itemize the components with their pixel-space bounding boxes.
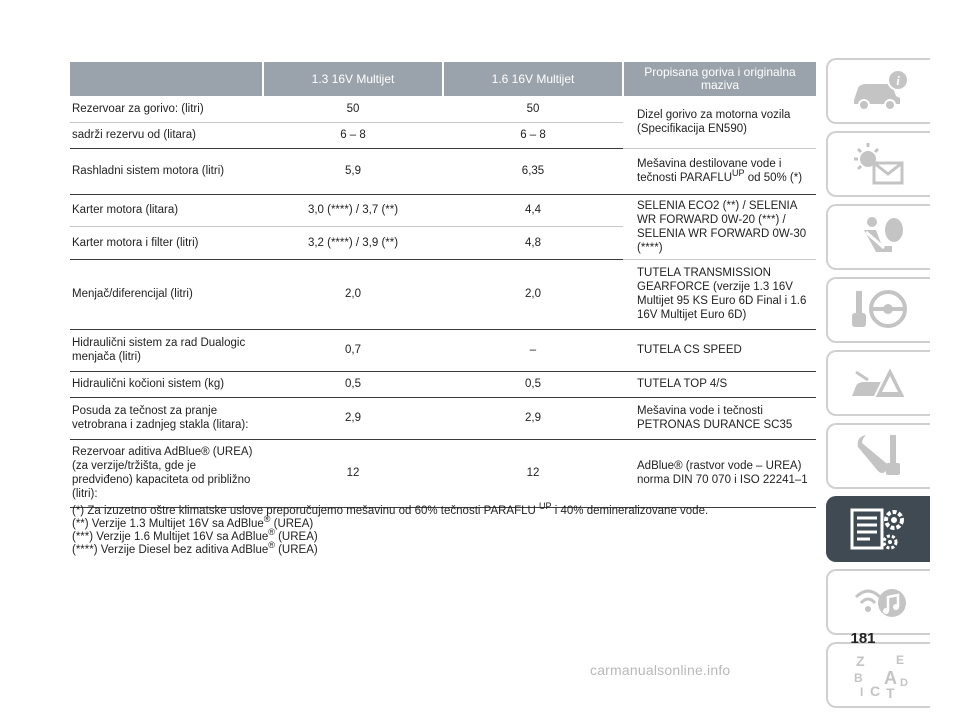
footnote-text: (**) Verzije 1.3 Multijet 16V sa AdBlue xyxy=(72,518,264,530)
nav-tab-warning-lights[interactable] xyxy=(826,131,930,197)
header-empty xyxy=(70,62,263,96)
registered-mark: ® xyxy=(268,527,275,538)
nav-tab-maintenance[interactable] xyxy=(826,423,930,489)
table-row xyxy=(70,96,816,122)
warning-lights-icon xyxy=(846,139,912,189)
footnote-superscript: UP xyxy=(539,501,552,512)
fluid-superscript: UP xyxy=(732,168,745,179)
row-label: Rezervoar aditiva AdBlue® (UREA) (za verzije/tržišta, gde je predviđeno) kapaciteta od približno (litri): xyxy=(70,439,263,507)
cell-value: 50 xyxy=(443,96,623,122)
table-row xyxy=(70,439,816,507)
cell-value: 6,35 xyxy=(443,148,623,194)
nav-tab-breakdown[interactable] xyxy=(826,350,930,416)
chapter-nav xyxy=(826,58,930,715)
index-letter: A xyxy=(884,668,897,688)
footnote xyxy=(72,540,816,557)
registered-mark: ® xyxy=(268,540,275,551)
cell-value: 0,7 xyxy=(263,329,443,371)
multimedia-icon xyxy=(846,577,912,627)
cell-value: 2,0 xyxy=(263,259,443,329)
technical-data-icon xyxy=(846,504,912,554)
cell-fluid: TUTELA TRANSMISSION GEARFORCE (verzije 1.3 16V Multijet 95 KS Euro 6D Final i 1.6 16V Multijet Euro 6D) xyxy=(623,259,816,329)
fluid-text: Mešavina destilovane vode i tečnosti PARAFLU xyxy=(637,158,782,184)
table-row xyxy=(70,371,816,397)
cell-value: 4,8 xyxy=(443,227,623,260)
fluid-text: od 50% (*) xyxy=(747,172,803,184)
index-letter: C xyxy=(870,683,881,699)
table-row xyxy=(70,194,816,227)
row-label: Menjač/diferencijal (litri) xyxy=(70,259,263,329)
cell-value: 4,4 xyxy=(443,194,623,227)
index-letter: Z xyxy=(856,653,865,669)
cell-value: 2,9 xyxy=(263,397,443,439)
nav-tab-key-steering[interactable] xyxy=(826,277,930,343)
row-label: Karter motora (litara) xyxy=(70,194,263,227)
page-number: 181 xyxy=(850,630,876,647)
cell-value: 2,0 xyxy=(443,259,623,329)
index-letter: I xyxy=(860,685,864,699)
cell-value: 3,2 (****) / 3,9 (**) xyxy=(263,227,443,260)
nav-tab-safety[interactable] xyxy=(826,204,930,270)
table-row xyxy=(70,397,816,439)
row-label: Rezervoar za gorivo: (litri) xyxy=(70,96,263,122)
index-letter: D xyxy=(900,677,908,689)
footnote-text: i 40% demineralizovane vode. xyxy=(551,505,709,517)
cell-value: 6 – 8 xyxy=(263,122,443,148)
nav-tab-multimedia[interactable] xyxy=(826,569,930,635)
cell-fluid: AdBlue® (rastvor vode – UREA) norma DIN 70 070 i ISO 22241–1 xyxy=(623,439,816,507)
cell-value: 12 xyxy=(263,439,443,507)
cell-fluid: TUTELA TOP 4/S xyxy=(623,371,816,397)
capacities-table xyxy=(70,62,816,508)
row-label: Posuda za tečnost za pranje vetrobrana i zadnjeg stakla (litara): xyxy=(70,397,263,439)
index-letter: T xyxy=(886,685,895,700)
footnote-text: (UREA) xyxy=(274,544,318,556)
cell-fluid: Dizel gorivo za motorna vozila (Specifikacija EN590) xyxy=(623,96,816,148)
nav-tab-car-info[interactable] xyxy=(826,58,930,124)
svg-text:i: i xyxy=(896,73,900,88)
footnote xyxy=(72,514,816,531)
cell-value: 6 – 8 xyxy=(443,122,623,148)
row-label: Rashladni sistem motora (litri) xyxy=(70,148,263,194)
header-engine-1-3: 1.3 16V Multijet xyxy=(263,62,443,96)
footnote xyxy=(72,527,816,544)
index-icon xyxy=(846,650,912,700)
row-label: Karter motora i filter (litri) xyxy=(70,227,263,260)
row-label: sadrži rezervu od (litara) xyxy=(70,122,263,148)
maintenance-wrench-icon xyxy=(846,431,912,481)
table-header xyxy=(70,62,816,96)
footnote-text: (****) Verzije Diesel bez aditiva AdBlue xyxy=(72,544,269,556)
footnote-text: (***) Verzije 1.6 Multijet 16V sa AdBlue xyxy=(72,531,269,543)
cell-value: 5,9 xyxy=(263,148,443,194)
table-row xyxy=(70,148,816,194)
cell-value: 3,0 (****) / 3,7 (**) xyxy=(263,194,443,227)
breakdown-icon xyxy=(846,358,912,408)
footnote-text: (*) Za izuzetno oštre klimatske uslove preporučujemo mešavinu od 60% tečnosti PARAFLU xyxy=(72,505,536,517)
nav-tab-technical-data[interactable] xyxy=(826,496,930,562)
nav-tab-index[interactable] xyxy=(826,642,930,708)
cell-value: – xyxy=(443,329,623,371)
footnotes xyxy=(72,501,816,557)
cell-value: 2,9 xyxy=(443,397,623,439)
cell-fluid: SELENIA ECO2 (**) / SELENIA WR FORWARD 0W-20 (***) / SELENIA WR FORWARD 0W-30 (****) xyxy=(623,194,816,259)
header-engine-1-6: 1.6 16V Multijet xyxy=(443,62,623,96)
row-label: Hidraulični kočioni sistem (kg) xyxy=(70,371,263,397)
cell-value: 0,5 xyxy=(443,371,623,397)
footnote-text: (UREA) xyxy=(270,518,314,530)
row-label: Hidraulični sistem za rad Dualogic menjača (litri) xyxy=(70,329,263,371)
watermark: carmanualsonline.info xyxy=(590,662,731,678)
index-letter: B xyxy=(854,671,863,685)
safety-airbag-icon xyxy=(846,212,912,262)
car-info-icon xyxy=(846,66,912,116)
footnote xyxy=(72,501,816,518)
index-letter: E xyxy=(896,653,905,667)
cell-fluid: TUTELA CS SPEED xyxy=(623,329,816,371)
cell-fluid xyxy=(623,148,816,194)
registered-mark: ® xyxy=(263,514,271,525)
cell-value: 50 xyxy=(263,96,443,122)
key-steering-icon xyxy=(846,285,912,335)
table-row xyxy=(70,259,816,329)
header-fluids: Propisana goriva i originalna maziva xyxy=(623,62,816,96)
footnote-text: (UREA) xyxy=(274,531,318,543)
cell-value: 12 xyxy=(443,439,623,507)
table-row xyxy=(70,329,816,371)
cell-fluid: Mešavina vode i tečnosti PETRONAS DURANCE SC35 xyxy=(623,397,816,439)
cell-value: 0,5 xyxy=(263,371,443,397)
